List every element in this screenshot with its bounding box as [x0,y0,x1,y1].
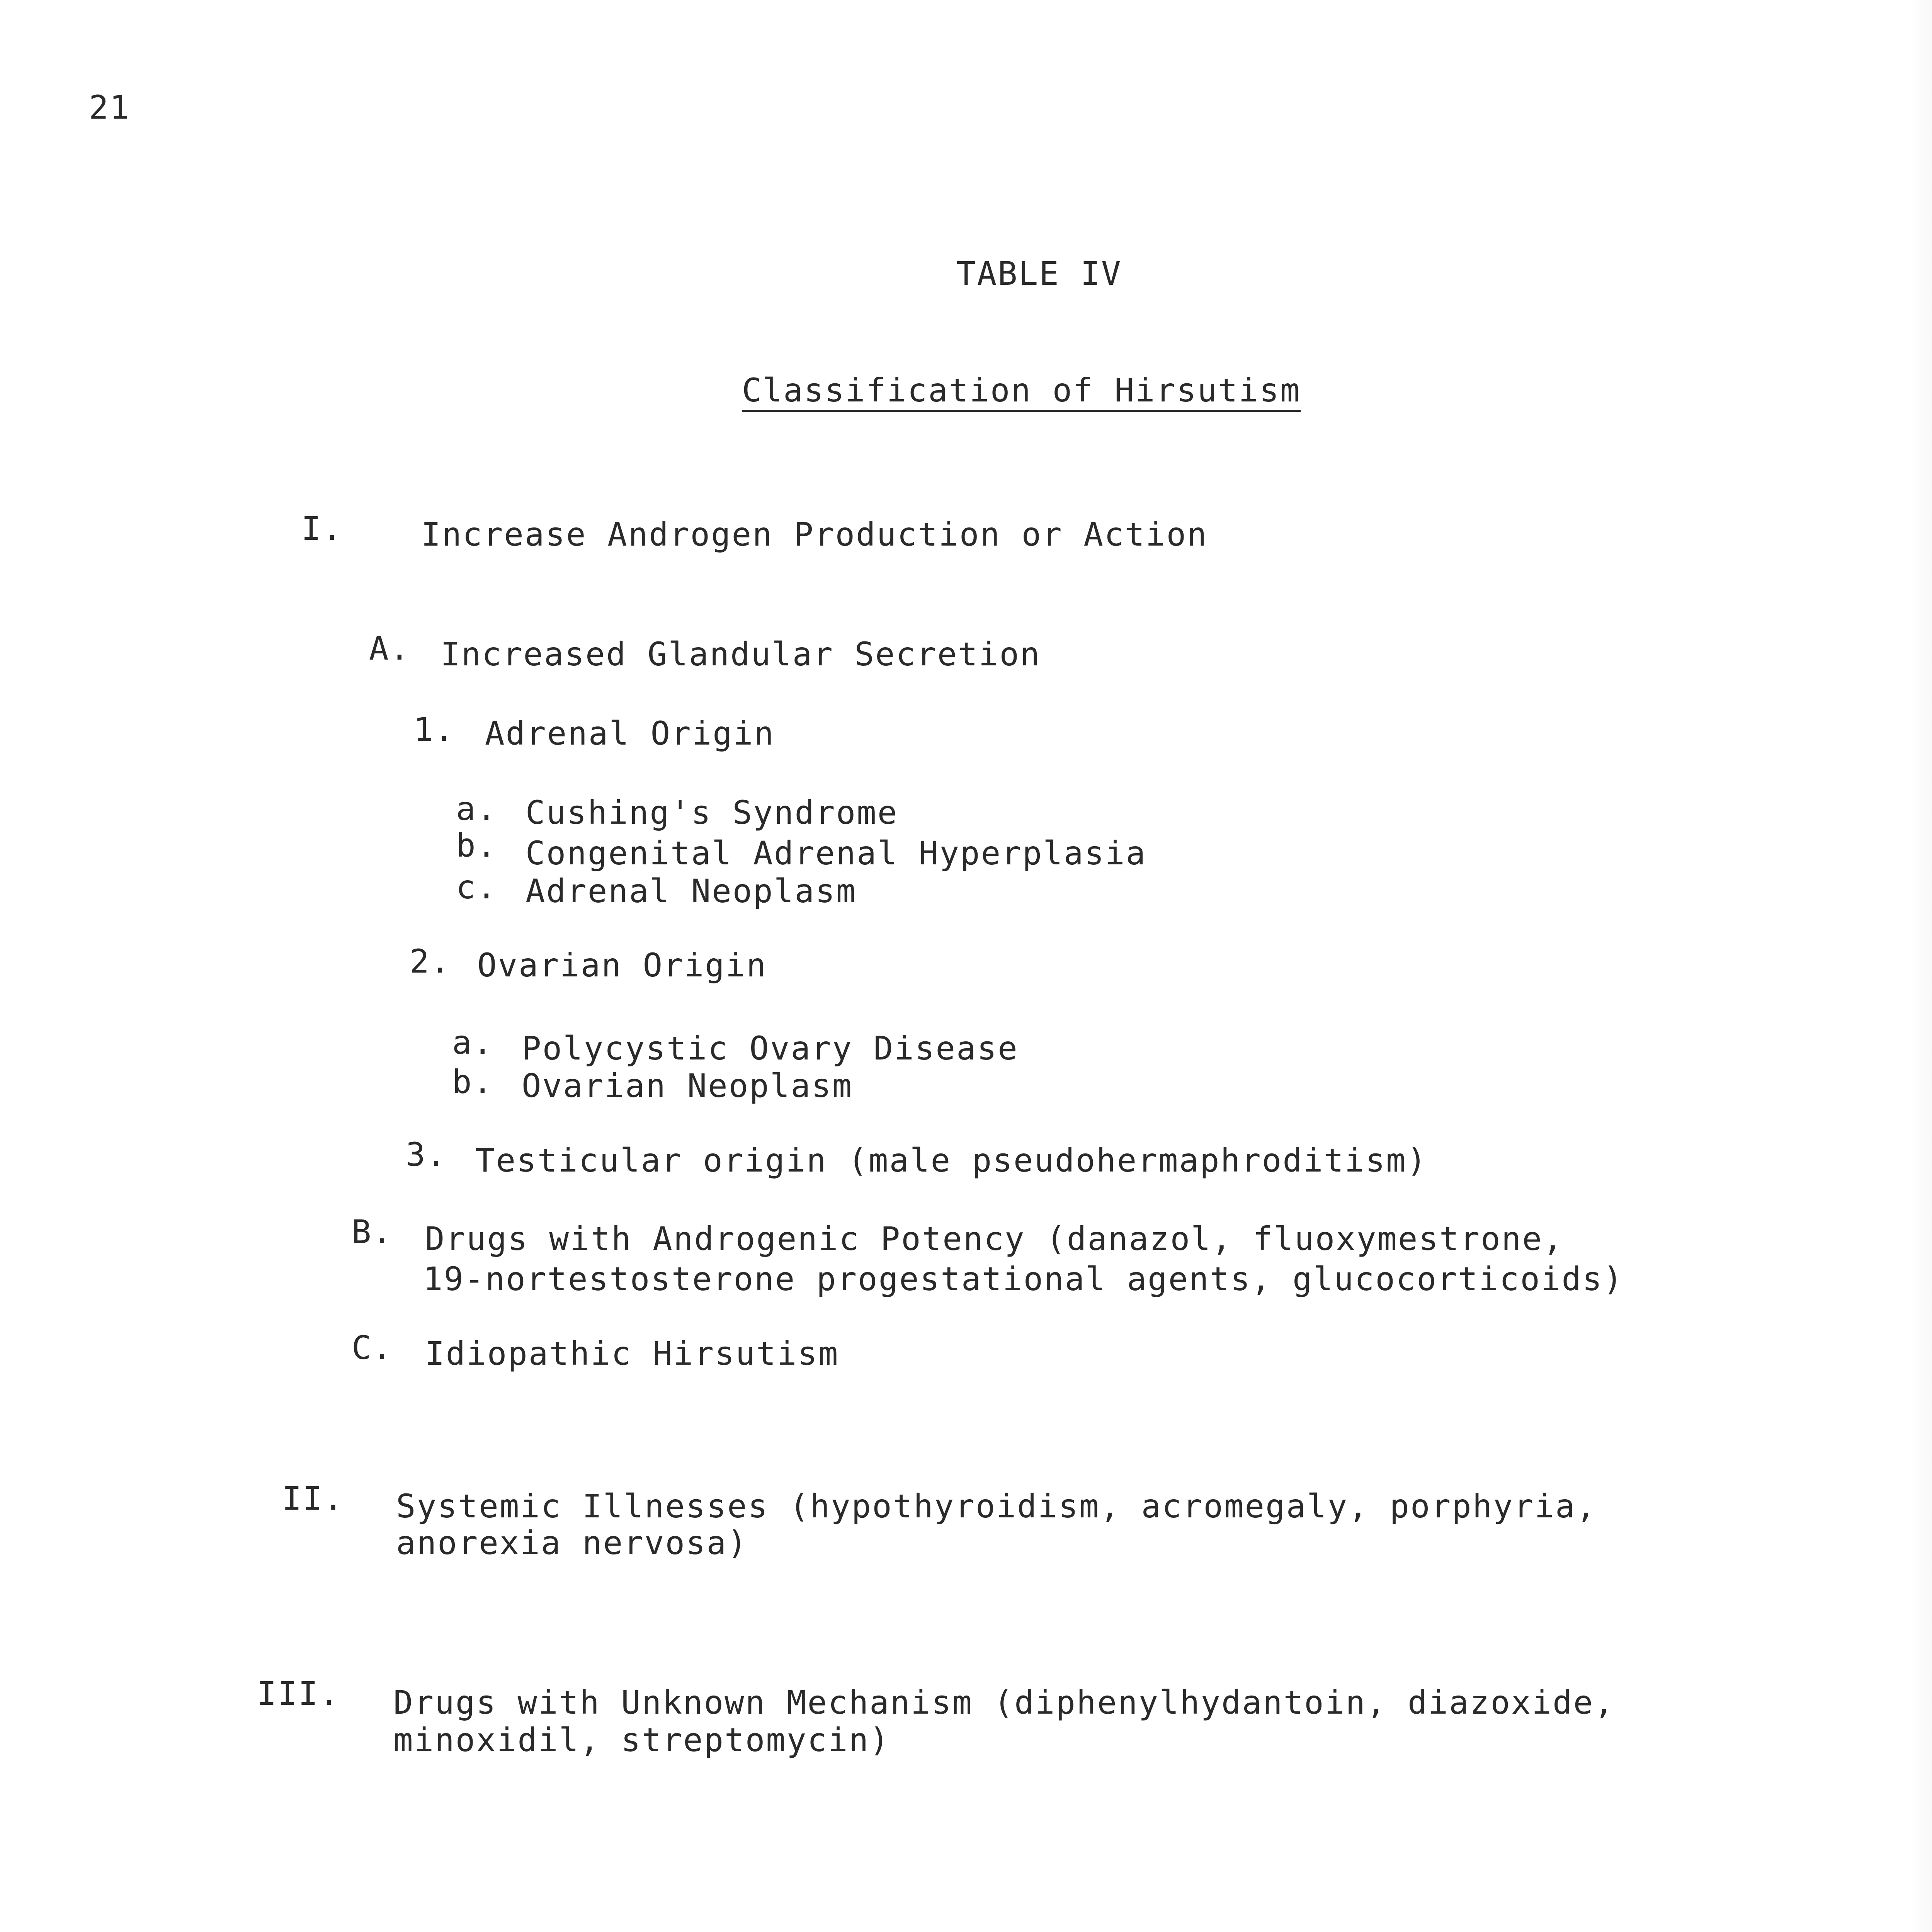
outline-item-1c: Adrenal Neoplasm [526,872,857,910]
table-label: TABLE IV [956,255,1122,293]
table-title: Classification of Hirsutism [742,371,1301,409]
outline-item-C: Idiopathic Hirsutism [425,1335,839,1372]
outline-item-III-line2: minoxidil, streptomycin) [393,1721,890,1759]
outline-item-II-line2: anorexia nervosa) [396,1524,748,1562]
outline-item-1b: Congenital Adrenal Hyperplasia [526,834,1147,872]
outline-marker-1a: a. [456,790,498,828]
outline-marker-B: B. [352,1213,393,1251]
outline-item-1: Adrenal Origin [485,714,775,752]
outline-marker-A: A. [369,629,411,667]
outline-item-2b: Ovarian Neoplasm [522,1067,853,1105]
outline-marker-2a: a. [452,1024,494,1061]
outline-marker-II: II. [282,1480,344,1517]
outline-marker-III: III. [257,1675,340,1713]
outline-item-2: Ovarian Origin [477,946,767,984]
outline-item-1a: Cushing's Syndrome [526,794,898,832]
page-number: 21 [89,88,131,126]
outline-marker-2: 2. [410,942,451,980]
outline-item-B-line2: 19-nortestosterone progestational agents, glucocorticoids) [423,1260,1624,1298]
outline-marker-I: I. [301,510,343,548]
outline-item-B-line1: Drugs with Androgenic Potency (danazol, fluoxymestrone, [425,1220,1564,1258]
outline-item-III-line1: Drugs with Unknown Mechanism (diphenylhydantoin, diazoxide, [393,1684,1615,1721]
outline-marker-1b: b. [456,827,498,864]
outline-marker-1c: c. [456,868,498,906]
outline-marker-3: 3. [406,1136,447,1173]
outline-item-2a: Polycystic Ovary Disease [522,1029,1019,1067]
outline-marker-1: 1. [413,711,455,748]
outline-item-I: Increase Androgen Production or Action [421,515,1208,553]
outline-marker-2b: b. [452,1063,494,1101]
outline-marker-C: C. [352,1329,393,1367]
outline-item-A: Increased Glandular Secretion [440,635,1041,673]
outline-item-3: Testicular origin (male pseudohermaphroditism) [475,1141,1428,1179]
outline-item-II-line1: Systemic Illnesses (hypothyroidism, acromegaly, porphyria, [396,1487,1597,1525]
page-edge-shadow [1909,0,1932,1932]
